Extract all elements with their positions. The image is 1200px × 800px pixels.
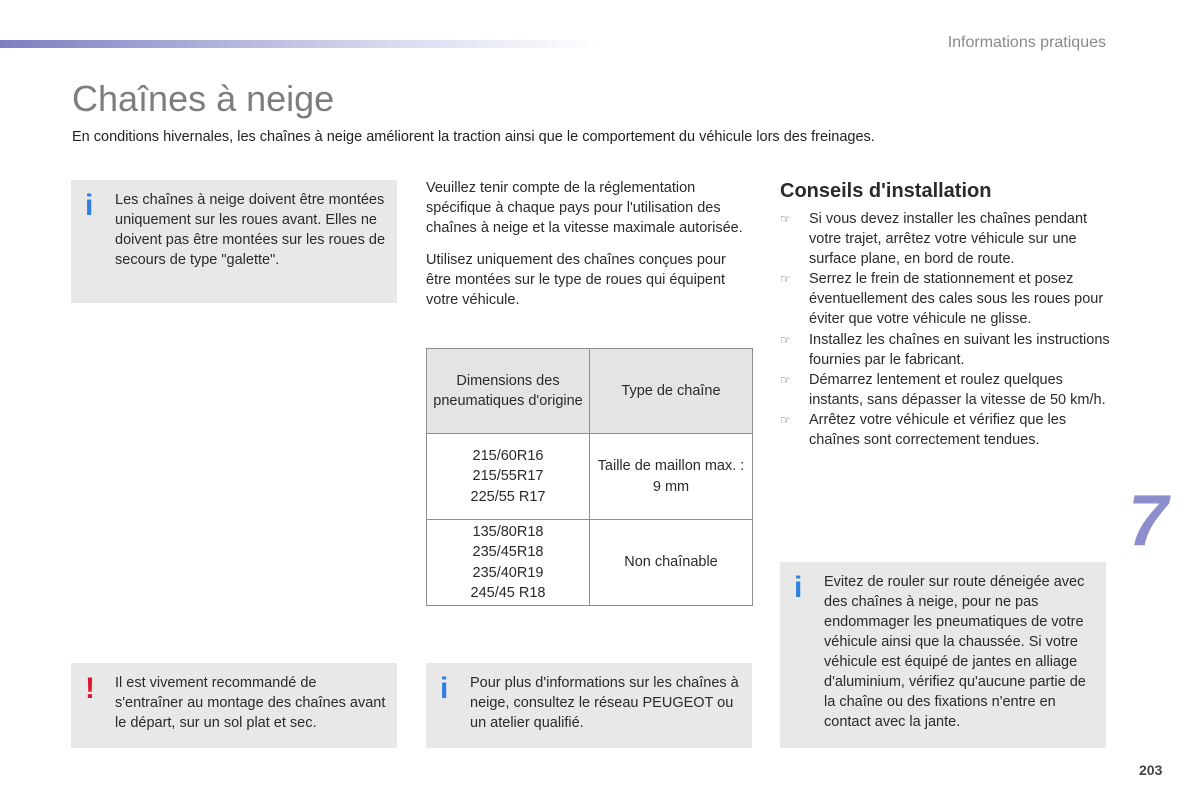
tyre-size: 135/80R18 <box>472 523 544 540</box>
chain-size-table <box>426 348 753 606</box>
list-item <box>780 330 1110 370</box>
pointing-hand-icon: ☞ <box>780 272 791 287</box>
section-header: Informations pratiques <box>947 34 1106 51</box>
tyre-size: 215/55R17 <box>472 468 544 485</box>
list-item-text: Serrez le frein de stationnement et posez éventuellement des cales sous les roues pour éviter que votre véhicule ne glisse. <box>809 271 1104 328</box>
pointing-hand-icon: ☞ <box>780 412 791 427</box>
list-item-text: Si vous devez installer les chaînes pendant votre trajet, arrêtez votre véhicule sur une surface plane, en bord de route. <box>809 211 1088 268</box>
tyre-sizes-cell <box>427 520 590 606</box>
list-item-text: Démarrez lentement et roulez quelques instants, sans dépasser la vitesse de 50 km/h. <box>809 371 1106 408</box>
chain-type-cell: Non chaînable <box>590 520 753 606</box>
info-box-text: Les chaînes à neige doivent être montées uniquement sur les roues avant. Elles ne doivent pas être montées sur les roues de secours de type "galette". <box>115 192 386 268</box>
info-icon: i <box>440 672 449 705</box>
tyre-size: 245/45 R18 <box>470 584 546 601</box>
list-item <box>780 410 1110 450</box>
table-header-row <box>427 349 753 434</box>
list-item <box>780 209 1110 269</box>
warning-icon: ! <box>85 672 95 705</box>
installation-column <box>780 180 1110 450</box>
installation-title: Conseils d'installation <box>780 180 992 202</box>
info-icon: i <box>85 189 94 222</box>
list-item <box>780 269 1110 329</box>
tyre-sizes-cell <box>427 434 590 520</box>
list-item-text: Arrêtez votre véhicule et vérifiez que les chaînes sont correctement tendues. <box>809 411 1067 449</box>
table-header-chain-type: Type de chaîne <box>590 349 753 434</box>
info-box-text: Pour plus d'informations sur les chaînes à neige, consultez le réseau PEUGEOT ou un atelier qualifié. <box>470 675 739 731</box>
regulation-column <box>426 178 752 322</box>
table-row <box>427 434 753 520</box>
info-box-dealer <box>426 663 752 748</box>
list-item-text: Installez les chaînes en suivant les instructions fournies par le fabricant. <box>809 331 1110 368</box>
table-row <box>427 520 753 606</box>
tyre-size: 235/45R18 <box>472 544 544 561</box>
tyre-size: 215/60R16 <box>472 448 544 465</box>
list-item <box>780 370 1110 410</box>
page-number: 203 <box>1139 762 1163 778</box>
chain-type-cell: Taille de maillon max. : 9 mm <box>590 434 753 520</box>
top-accent-bar <box>0 40 600 48</box>
info-box-front-wheels <box>71 180 397 303</box>
warning-box-text: Il est vivement recommandé de s'entraîner au montage des chaînes avant le départ, sur un sol plat et sec. <box>115 675 386 731</box>
info-box-alloy-rims <box>780 562 1106 748</box>
info-box-text: Evitez de rouler sur route déneigée avec des chaînes à neige, pour ne pas endommager les pneumatiques de votre véhicule ainsi que la chaussée. Si votre véhicule est équipé de jantes en alliage d'aluminium, vérifiez qu'aucune partie de la chaîne ou des fixations n'entre en contact avec la jante. <box>824 574 1086 730</box>
tyre-size: 225/55 R17 <box>470 488 546 505</box>
regulation-paragraph: Veuillez tenir compte de la réglementation spécifique à chaque pays pour l'utilisation des chaînes à neige et la vitesse maximale autorisée. <box>426 180 743 236</box>
warning-box <box>71 663 397 748</box>
page-title: Chaînes à neige <box>72 78 335 119</box>
installation-list <box>780 209 1110 450</box>
pointing-hand-icon: ☞ <box>780 332 791 347</box>
table-header-tyre-size: Dimensions des pneumatiques d'origine <box>427 349 590 434</box>
intro-paragraph: En conditions hivernales, les chaînes à neige améliorent la traction ainsi que le comportement du véhicule lors des freinages. <box>72 129 875 145</box>
compatible-chains-paragraph: Utilisez uniquement des chaînes conçues pour être montées sur le type de roues qui équipent votre véhicule. <box>426 252 726 308</box>
chapter-number: 7 <box>1128 481 1169 561</box>
tyre-size: 235/40R19 <box>472 564 544 581</box>
pointing-hand-icon: ☞ <box>780 372 791 387</box>
info-icon: i <box>794 571 803 604</box>
pointing-hand-icon: ☞ <box>780 212 791 226</box>
